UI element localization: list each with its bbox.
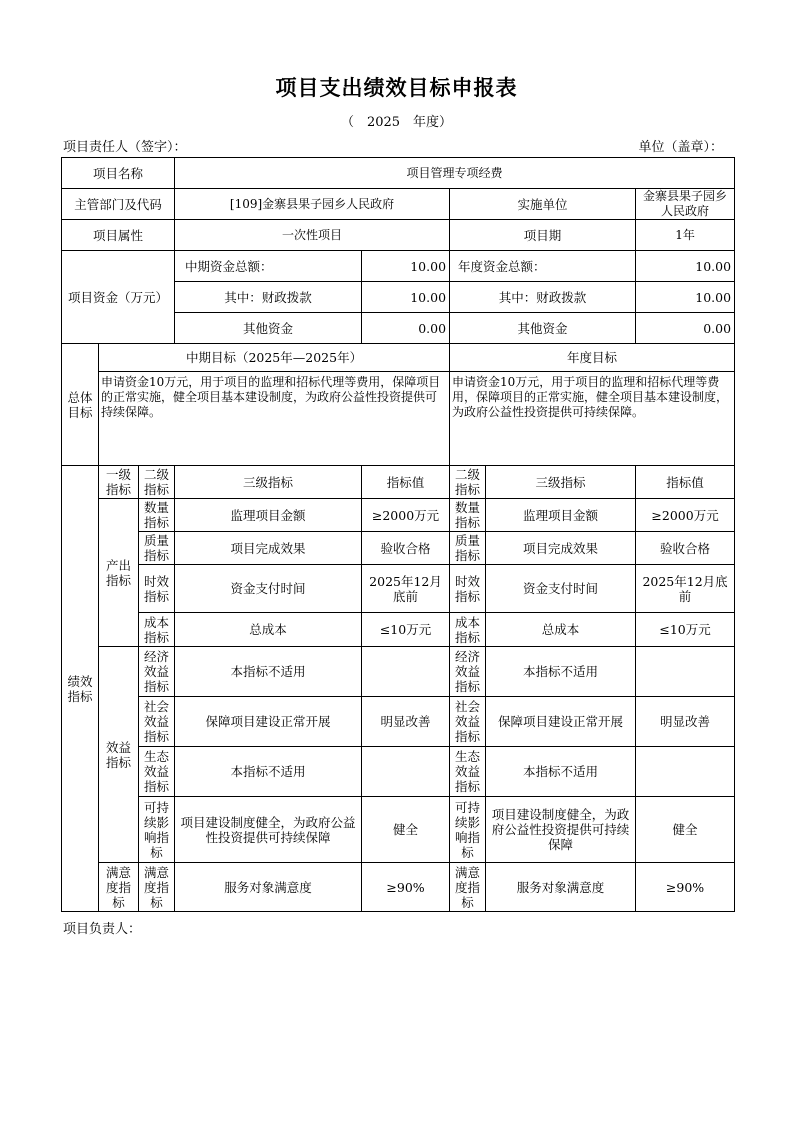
performance-table bbox=[61, 157, 735, 912]
l2-cell: 数量指标 bbox=[139, 499, 175, 532]
table-row bbox=[62, 565, 735, 613]
value-cell: ≤10万元 bbox=[362, 613, 450, 647]
overall-goal-label: 总体目标 bbox=[62, 344, 99, 466]
value-cell-year: ≥2000万元 bbox=[636, 499, 735, 532]
project-period-label: 项目期 bbox=[450, 220, 636, 251]
project-leader-label: 项目负责人： bbox=[63, 922, 142, 937]
l3-cell-year: 本指标不适用 bbox=[486, 747, 636, 797]
l3-cell: 服务对象满意度 bbox=[175, 863, 362, 912]
header-level3: 三级指标 bbox=[175, 466, 362, 499]
impl-unit-value: 金寨县果子园乡人民政府 bbox=[636, 189, 735, 220]
year-total-label: 年度资金总额： bbox=[450, 251, 636, 282]
l3-cell-year: 监理项目金额 bbox=[486, 499, 636, 532]
value-cell bbox=[362, 647, 450, 697]
header-level2: 二级指标 bbox=[139, 466, 175, 499]
mid-other-label: 其他资金 bbox=[175, 313, 362, 344]
header-value-year: 指标值 bbox=[636, 466, 735, 499]
page-title: 项目支出绩效目标申报表 bbox=[275, 75, 518, 100]
table-row bbox=[62, 499, 735, 532]
l3-cell-year: 总成本 bbox=[486, 613, 636, 647]
l3-cell: 总成本 bbox=[175, 613, 362, 647]
l2-cell: 时效指标 bbox=[139, 565, 175, 613]
l3-cell-year: 资金支付时间 bbox=[486, 565, 636, 613]
l2-cell: 质量指标 bbox=[139, 532, 175, 565]
l2-cell-year: 时效指标 bbox=[450, 565, 486, 613]
value-cell-year: 2025年12月底前 bbox=[636, 565, 735, 613]
l2-cell-year: 可持续影响指标 bbox=[450, 797, 486, 863]
table-row bbox=[62, 747, 735, 797]
benefit-label: 效益指标 bbox=[99, 647, 139, 863]
l3-cell-year: 项目完成效果 bbox=[486, 532, 636, 565]
l2-cell: 社会效益指标 bbox=[139, 697, 175, 747]
dept-value: [109]金寨县果子园乡人民政府 bbox=[175, 189, 450, 220]
table-row bbox=[62, 647, 735, 697]
l3-cell-year: 项目建设制度健全，为政府公益性投资提供可持续保障 bbox=[486, 797, 636, 863]
table-row bbox=[62, 613, 735, 647]
unit-stamp-label: 单位（盖章）： bbox=[638, 140, 723, 155]
value-cell-year: 健全 bbox=[636, 797, 735, 863]
table-row bbox=[62, 532, 735, 565]
funds-label: 项目资金（万元） bbox=[62, 251, 175, 344]
value-cell: 健全 bbox=[362, 797, 450, 863]
value-cell-year bbox=[636, 647, 735, 697]
value-cell: 明显改善 bbox=[362, 697, 450, 747]
l3-cell-year: 本指标不适用 bbox=[486, 647, 636, 697]
year-other-label: 其他资金 bbox=[450, 313, 636, 344]
value-cell-year: ≥90% bbox=[636, 863, 735, 912]
l2-cell-year: 成本指标 bbox=[450, 613, 486, 647]
year-fiscal-label: 其中：财政拨款 bbox=[450, 282, 636, 313]
value-cell: 验收合格 bbox=[362, 532, 450, 565]
l3-cell-year: 服务对象满意度 bbox=[486, 863, 636, 912]
l2-cell-year: 经济效益指标 bbox=[450, 647, 486, 697]
project-name-label: 项目名称 bbox=[62, 158, 175, 189]
header-level3-year: 三级指标 bbox=[486, 466, 636, 499]
value-cell-year: ≤10万元 bbox=[636, 613, 735, 647]
table-row bbox=[62, 863, 735, 912]
project-name-value: 项目管理专项经费 bbox=[175, 158, 735, 189]
satisfaction-label: 满意度指标 bbox=[99, 863, 139, 912]
value-cell: ≥2000万元 bbox=[362, 499, 450, 532]
output-label: 产出指标 bbox=[99, 499, 139, 647]
l2-cell: 生态效益指标 bbox=[139, 747, 175, 797]
l2-cell: 经济效益指标 bbox=[139, 647, 175, 697]
l3-cell: 项目完成效果 bbox=[175, 532, 362, 565]
value-cell: 2025年12月底前 bbox=[362, 565, 450, 613]
dept-label: 主管部门及代码 bbox=[62, 189, 175, 220]
year-total-value: 10.00 bbox=[636, 251, 735, 282]
year-other-value: 0.00 bbox=[636, 313, 735, 344]
l2-cell: 成本指标 bbox=[139, 613, 175, 647]
table-row bbox=[62, 797, 735, 863]
mid-goal-header: 中期目标（2025年—2025年） bbox=[99, 344, 450, 372]
value-cell-year: 验收合格 bbox=[636, 532, 735, 565]
mid-total-label: 中期资金总额： bbox=[175, 251, 362, 282]
mid-total-value: 10.00 bbox=[362, 251, 450, 282]
l2-cell: 可持续影响指标 bbox=[139, 797, 175, 863]
l2-cell-year: 质量指标 bbox=[450, 532, 486, 565]
l2-cell-year: 数量指标 bbox=[450, 499, 486, 532]
impl-unit-label: 实施单位 bbox=[450, 189, 636, 220]
l3-cell: 本指标不适用 bbox=[175, 747, 362, 797]
value-cell-year: 明显改善 bbox=[636, 697, 735, 747]
year-fiscal-value: 10.00 bbox=[636, 282, 735, 313]
header-value: 指标值 bbox=[362, 466, 450, 499]
project-period-value: 1年 bbox=[636, 220, 735, 251]
header-level1: 一级指标 bbox=[99, 466, 139, 499]
year-goal-header: 年度目标 bbox=[450, 344, 735, 372]
l2-cell-year: 生态效益指标 bbox=[450, 747, 486, 797]
year-line: （ 2025 年度） bbox=[340, 115, 453, 130]
l2-cell: 满意度指标 bbox=[139, 863, 175, 912]
value-cell bbox=[362, 747, 450, 797]
table-row bbox=[62, 697, 735, 747]
l2-cell-year: 满意度指标 bbox=[450, 863, 486, 912]
l3-cell: 本指标不适用 bbox=[175, 647, 362, 697]
year-goal-text: 申请资金10万元，用于项目的监理和招标代理等费用，保障项目的正常实施，健全项目基本建设制度，为政府公益性投资提供可持续保障。 bbox=[450, 372, 735, 466]
value-cell-year bbox=[636, 747, 735, 797]
l2-cell-year: 社会效益指标 bbox=[450, 697, 486, 747]
mid-fiscal-value: 10.00 bbox=[362, 282, 450, 313]
l3-cell: 资金支付时间 bbox=[175, 565, 362, 613]
perf-indicator-label: 绩效指标 bbox=[62, 466, 99, 912]
header-level2-year: 二级指标 bbox=[450, 466, 486, 499]
value-cell: ≥90% bbox=[362, 863, 450, 912]
mid-goal-text: 申请资金10万元，用于项目的监理和招标代理等费用，保障项目的正常实施，健全项目基本建设制度，为政府公益性投资提供可持续保障。 bbox=[99, 372, 450, 466]
mid-other-value: 0.00 bbox=[362, 313, 450, 344]
l3-cell: 保障项目建设正常开展 bbox=[175, 697, 362, 747]
l3-cell: 项目建设制度健全，为政府公益性投资提供可持续保障 bbox=[175, 797, 362, 863]
mid-fiscal-label: 其中：财政拨款 bbox=[175, 282, 362, 313]
responsible-person-label: 项目责任人（签字）： bbox=[63, 140, 187, 155]
project-attr-label: 项目属性 bbox=[62, 220, 175, 251]
l3-cell-year: 保障项目建设正常开展 bbox=[486, 697, 636, 747]
project-attr-value: 一次性项目 bbox=[175, 220, 450, 251]
l3-cell: 监理项目金额 bbox=[175, 499, 362, 532]
